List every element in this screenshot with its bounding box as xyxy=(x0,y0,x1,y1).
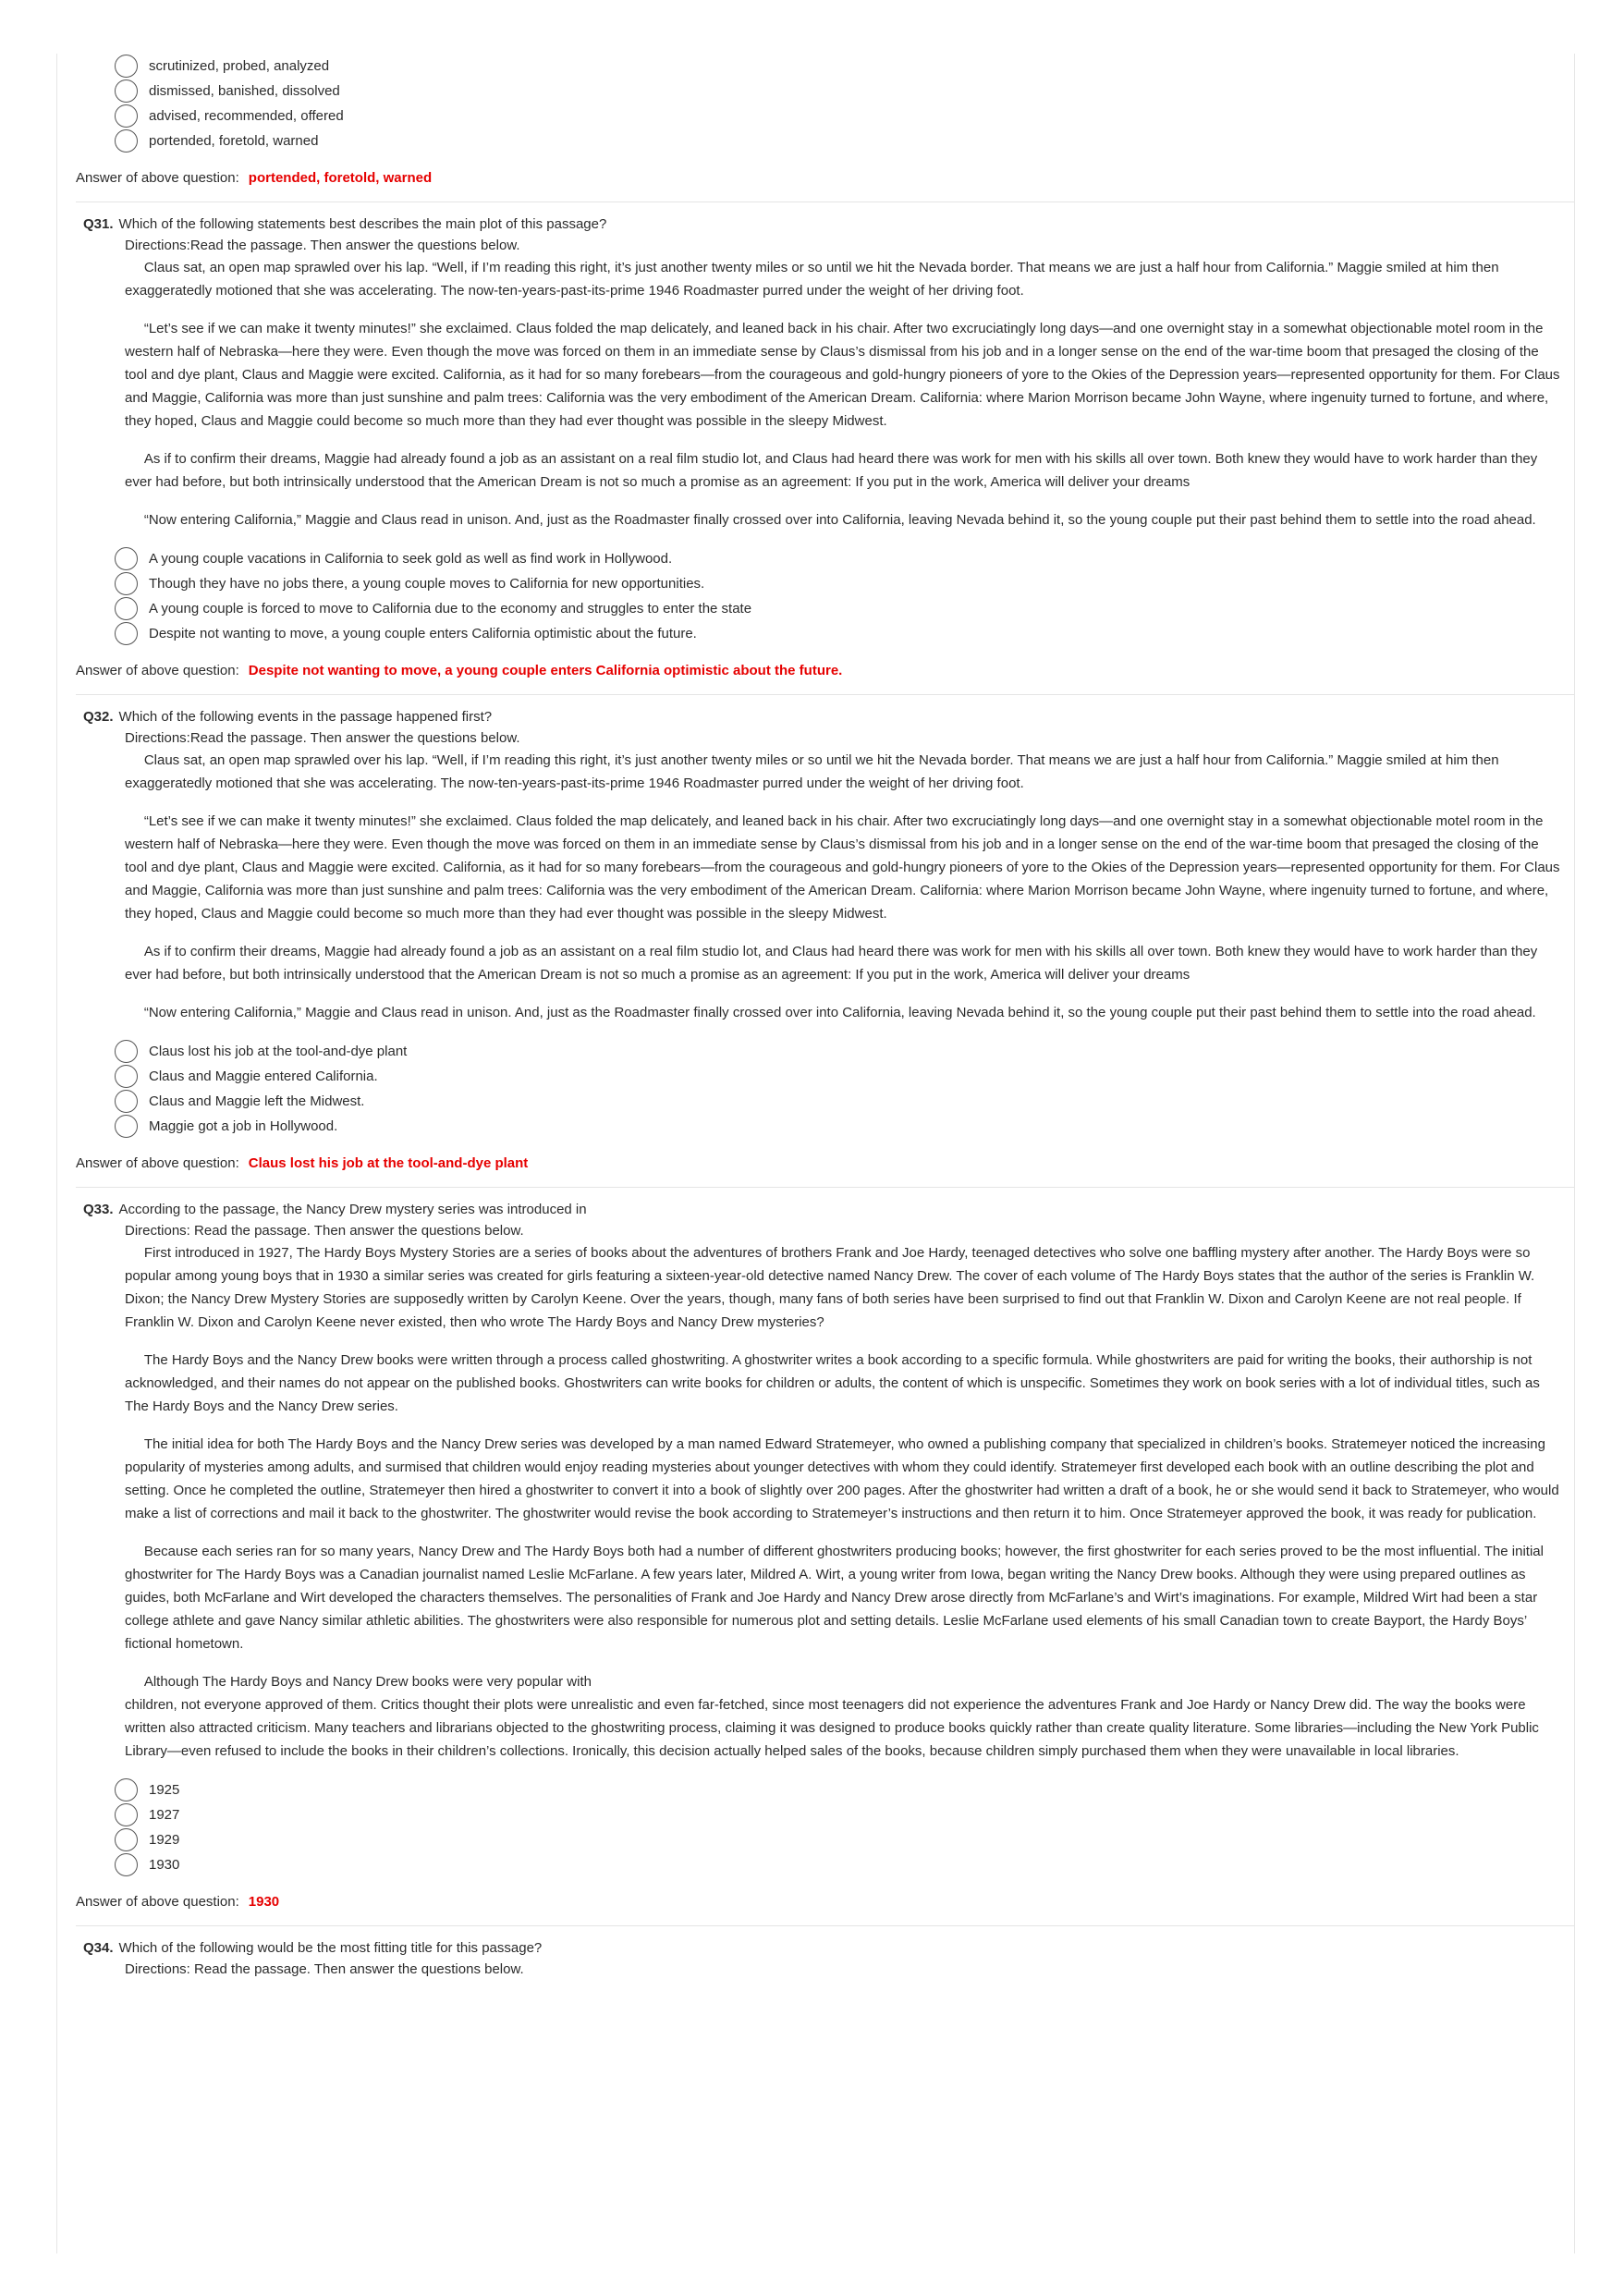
option-item[interactable] xyxy=(115,1064,1574,1089)
option-item[interactable] xyxy=(115,621,1574,646)
question-text: Which of the following would be the most fitting title for this passage? xyxy=(118,1940,543,1956)
question-header xyxy=(83,706,1574,728)
question-block-q31 xyxy=(57,214,1574,683)
passage-paragraph: “Let’s see if we can make it twenty minutes!” she exclaimed. Claus folded the map delicately, and leaned back in his chair. After two excruciatingly long days—and one overnight stay in a somewhat objectionable motel room in the western half of Nebraska—here they were. Even though the move was forced on them in an immediate sense by Claus’s dismissal from his job and in a longer sense on the end of the war-time boom that presaged the closing of the tool and dye plant, Claus and Maggie were excited. California, as it had for so many forebears—from the courageous and gold-hungry pioneers of yore to the Okies of the Depression years—represented opportunity for them. For Claus and Maggie, California was more than just sunshine and palm trees: California was the very embodiment of the American Dream. California: where Marion Morrison became John Wayne, where ingenuity turned to fortune, and where, they hoped, Claus and Maggie could become so much more than they had ever thought was possible in the sleepy Midwest. xyxy=(125,321,1560,429)
option-item[interactable] xyxy=(115,1114,1574,1139)
option-label: Though they have no jobs there, a young couple moves to California for new opportunities. xyxy=(149,576,705,592)
radio-button[interactable] xyxy=(115,55,138,78)
passage-paragraph: The initial idea for both The Hardy Boys and the Nancy Drew series was developed by a man named Edward Stratemeyer, who owned a publishing company that specialized in children’s books. Stratemeyer noticed the increasing popularity of mysteries among adults, and surmised that children would enjoy reading mysteries about younger detectives with whom they could identify. Stratemeyer first developed each book with an outline describing the plot and setting. Once he completed the outline, Stratemeyer then hired a ghostwriter to convert it into a book of slightly over 200 pages. After the ghostwriter had written a draft of a book, he or she would send it back to Stratemeyer, who would make a list of corrections and mail it back to the ghostwriter. The ghostwriter would revise the book according to Stratemeyer’s instructions and then return it to him. Once Stratemeyer approved the book, it was ready for publication. xyxy=(125,1436,1559,1521)
radio-button[interactable] xyxy=(115,1853,138,1876)
answer-label: Answer of above question: xyxy=(76,1155,239,1171)
passage xyxy=(57,749,1574,1024)
radio-button[interactable] xyxy=(115,104,138,128)
radio-button[interactable] xyxy=(115,1115,138,1138)
option-item[interactable] xyxy=(115,1802,1574,1827)
answer-line xyxy=(76,1155,1574,1176)
answer-label: Answer of above question: xyxy=(76,663,239,678)
question-page xyxy=(57,54,1574,1980)
option-label: Maggie got a job in Hollywood. xyxy=(149,1118,338,1134)
divider xyxy=(76,1925,1574,1926)
directions-text: Directions:Read the passage. Then answer the questions below. xyxy=(125,238,520,253)
options-list xyxy=(115,1039,1574,1139)
passage-paragraph: “Now entering California,” Maggie and Claus read in unison. And, just as the Roadmaster finally crossed over into California, leaving Nevada behind it, so the young couple put their past behind them to settle into the road ahead. xyxy=(125,1005,1536,1020)
option-item[interactable] xyxy=(115,54,1574,79)
option-item[interactable] xyxy=(115,1827,1574,1852)
passage-paragraph: As if to confirm their dreams, Maggie had already found a job as an assistant on a real film studio lot, and Claus had heard there was work for men with his skills all over town. Both knew they would have to work harder than they ever had before, but both intrinsically understood that the American Dream is not so much a promise as an agreement: If you put in the work, America will deliver your dreams xyxy=(125,451,1538,490)
answer-line xyxy=(76,1894,1574,1914)
option-label: scrutinized, probed, analyzed xyxy=(149,58,330,74)
passage xyxy=(57,1241,1574,1763)
radio-button[interactable] xyxy=(115,129,138,153)
option-label: 1929 xyxy=(149,1832,180,1848)
question-header xyxy=(83,1937,1574,1960)
answer-value: Claus lost his job at the tool-and-dye plant xyxy=(248,1155,529,1171)
question-number: Q33. xyxy=(83,1202,114,1217)
question-number: Q32. xyxy=(83,709,114,725)
option-item[interactable] xyxy=(115,104,1574,128)
directions-text: Directions:Read the passage. Then answer the questions below. xyxy=(125,730,520,746)
option-item[interactable] xyxy=(115,1039,1574,1064)
question-text: Which of the following events in the passage happened first? xyxy=(118,709,493,725)
question-header xyxy=(83,214,1574,236)
radio-button[interactable] xyxy=(115,1090,138,1113)
page-border-right xyxy=(1574,54,1575,2253)
passage xyxy=(57,256,1574,531)
question-header xyxy=(83,1199,1574,1221)
option-label: 1930 xyxy=(149,1857,180,1873)
radio-button[interactable] xyxy=(115,1803,138,1826)
options-list xyxy=(115,54,1574,153)
question-text: Which of the following statements best describes the main plot of this passage? xyxy=(118,216,607,232)
passage-paragraph: First introduced in 1927, The Hardy Boys Mystery Stories are a series of books about the adventures of brothers Frank and Joe Hardy, teenaged detectives who solve one baffling mystery after another. The Hardy Boys were so popular among young boys that in 1930 a similar series was created for girls featuring a sixteen-year-old detective named Nancy Drew. The cover of each volume of The Hardy Boys states that the author of the series is Franklin W. Dixon; the Nancy Drew Mystery Stories are supposedly written by Carolyn Keene. Over the years, though, many fans of both series have been surprised to find out that Franklin W. Dixon and Carolyn Keene are not real people. If Franklin W. Dixon and Carolyn Keene never existed, then who wrote The Hardy Boys and Nancy Drew mysteries? xyxy=(125,1245,1535,1330)
option-label: Claus and Maggie entered California. xyxy=(149,1069,378,1084)
passage-paragraph: Claus sat, an open map sprawled over his lap. “Well, if I’m reading this right, it’s just another twenty miles or so until we hit the Nevada border. That means we are just a half hour from California.” Maggie smiled at him then exaggeratedly motioned that she was accelerating. The now-ten-years-past-its-prime 1946 Roadmaster purred under the weight of her driving foot. xyxy=(125,752,1499,791)
radio-button[interactable] xyxy=(115,547,138,570)
radio-button[interactable] xyxy=(115,572,138,595)
passage-paragraph: Although The Hardy Boys and Nancy Drew books were very popular with xyxy=(125,1674,592,1690)
question-number: Q34. xyxy=(83,1940,114,1956)
answer-value: portended, foretold, warned xyxy=(248,170,433,186)
option-item[interactable] xyxy=(115,1852,1574,1877)
radio-button[interactable] xyxy=(115,1040,138,1063)
radio-button[interactable] xyxy=(115,79,138,103)
option-label: dismissed, banished, dissolved xyxy=(149,83,340,99)
option-label: advised, recommended, offered xyxy=(149,108,344,124)
radio-button[interactable] xyxy=(115,1828,138,1851)
option-label: Despite not wanting to move, a young couple enters California optimistic about the future. xyxy=(149,626,697,641)
option-item[interactable] xyxy=(115,128,1574,153)
question-block-q34 xyxy=(57,1937,1574,1980)
answer-value: Despite not wanting to move, a young couple enters California optimistic about the future. xyxy=(248,663,843,678)
option-label: 1927 xyxy=(149,1807,180,1823)
option-item[interactable] xyxy=(115,546,1574,571)
passage-paragraph: The Hardy Boys and the Nancy Drew books were written through a process called ghostwriting. A ghostwriter writes a book according to a specific formula. While ghostwriters are paid for writing the books, their authorship is not acknowledged, and their names do not appear on the published books. Ghostwriters can write books for children or adults, the content of which is unspecific. Sometimes they work on book series with a lot of individual titles, such as The Hardy Boys and the Nancy Drew series. xyxy=(125,1352,1540,1414)
answer-line xyxy=(76,663,1574,683)
divider xyxy=(76,1187,1574,1188)
passage-paragraph: Because each series ran for so many years, Nancy Drew and The Hardy Boys both had a number of different ghostwriters producing books; however, the first ghostwriter for each series proved to be the most influential. The initial ghostwriter for The Hardy Boys was a Canadian journalist named Leslie McFarlane. A few years later, Mildred A. Wirt, a young writer from Iowa, began writing the Nancy Drew books. Although they were using prepared outlines as guides, both McFarlane and Wirt developed the characters themselves. The personalities of Frank and Joe Hardy and Nancy Drew arose directly from McFarlane’s and Wirt’s imaginations. For example, Mildred Wirt had been a star college athlete and gave Nancy similar athletic abilities. The ghostwriters were also responsible for numerous plot and setting details. Leslie McFarlane used elements of his small Canadian town to create Bayport, the Hardy Boys’ fictional hometown. xyxy=(125,1544,1544,1652)
answer-label: Answer of above question: xyxy=(76,170,239,186)
answer-label: Answer of above question: xyxy=(76,1894,239,1910)
radio-button[interactable] xyxy=(115,1065,138,1088)
divider xyxy=(76,694,1574,695)
radio-button[interactable] xyxy=(115,622,138,645)
option-label: A young couple is forced to move to California due to the economy and struggles to enter the state xyxy=(149,601,752,617)
option-label: Claus and Maggie left the Midwest. xyxy=(149,1093,365,1109)
question-block-q33 xyxy=(57,1199,1574,1914)
directions-text: Directions: Read the passage. Then answer the questions below. xyxy=(125,1223,524,1239)
option-label: 1925 xyxy=(149,1782,180,1798)
radio-button[interactable] xyxy=(115,597,138,620)
option-item[interactable] xyxy=(115,596,1574,621)
question-block-q32 xyxy=(57,706,1574,1176)
passage-paragraph: “Now entering California,” Maggie and Claus read in unison. And, just as the Roadmaster finally crossed over into California, leaving Nevada behind it, so the young couple put their past behind them to settle into the road ahead. xyxy=(125,512,1536,528)
options-list xyxy=(115,546,1574,646)
question-number: Q31. xyxy=(83,216,114,232)
passage-paragraph: children, not everyone approved of them. Critics thought their plots were unrealistic and even far-fetched, since most teenagers did not experience the adventures Frank and Joe Hardy or Nancy Drew did. The way the books were written also attracted criticism. Many teachers and librarians objected to the ghostwriting process, claiming it was designed to produce books quickly rather than create quality literature. Some libraries—including the New York Public Library—even refused to include the books in their children’s collections. Ironically, this decision actually helped sales of the books, because children simply purchased them when they were unavailable in local libraries. xyxy=(125,1697,1539,1759)
answer-value: 1930 xyxy=(248,1894,280,1910)
option-item[interactable] xyxy=(115,571,1574,596)
answer-line xyxy=(76,170,1574,190)
passage-paragraph: As if to confirm their dreams, Maggie had already found a job as an assistant on a real film studio lot, and Claus had heard there was work for men with his skills all over town. Both knew they would have to work harder than they ever had before, but both intrinsically understood that the American Dream is not so much a promise as an agreement: If you put in the work, America will deliver your dreams xyxy=(125,944,1538,983)
option-label: portended, foretold, warned xyxy=(149,133,319,149)
option-item[interactable] xyxy=(115,1089,1574,1114)
option-label: A young couple vacations in California to seek gold as well as find work in Hollywood. xyxy=(149,551,673,567)
option-label: Claus lost his job at the tool-and-dye plant xyxy=(149,1044,408,1059)
question-text: According to the passage, the Nancy Drew mystery series was introduced in xyxy=(118,1202,587,1217)
options-list xyxy=(115,1777,1574,1877)
option-item[interactable] xyxy=(115,79,1574,104)
passage-paragraph: “Let’s see if we can make it twenty minutes!” she exclaimed. Claus folded the map delicately, and leaned back in his chair. After two excruciatingly long days—and one overnight stay in a somewhat objectionable motel room in the western half of Nebraska—here they were. Even though the move was forced on them in an immediate sense by Claus’s dismissal from his job and in a longer sense on the end of the war-time boom that presaged the closing of the tool and dye plant, Claus and Maggie were excited. California, as it had for so many forebears—from the courageous and gold-hungry pioneers of yore to the Okies of the Depression years—represented opportunity for them. For Claus and Maggie, California was more than just sunshine and palm trees: California was the very embodiment of the American Dream. California: where Marion Morrison became John Wayne, where ingenuity turned to fortune, and where, they hoped, Claus and Maggie could become so much more than they had ever thought was possible in the sleepy Midwest. xyxy=(125,813,1560,922)
radio-button[interactable] xyxy=(115,1778,138,1801)
option-item[interactable] xyxy=(115,1777,1574,1802)
directions-text: Directions: Read the passage. Then answer the questions below. xyxy=(125,1961,524,1977)
passage-paragraph: Claus sat, an open map sprawled over his lap. “Well, if I’m reading this right, it’s just another twenty miles or so until we hit the Nevada border. That means we are just a half hour from California.” Maggie smiled at him then exaggeratedly motioned that she was accelerating. The now-ten-years-past-its-prime 1946 Roadmaster purred under the weight of her driving foot. xyxy=(125,260,1499,299)
